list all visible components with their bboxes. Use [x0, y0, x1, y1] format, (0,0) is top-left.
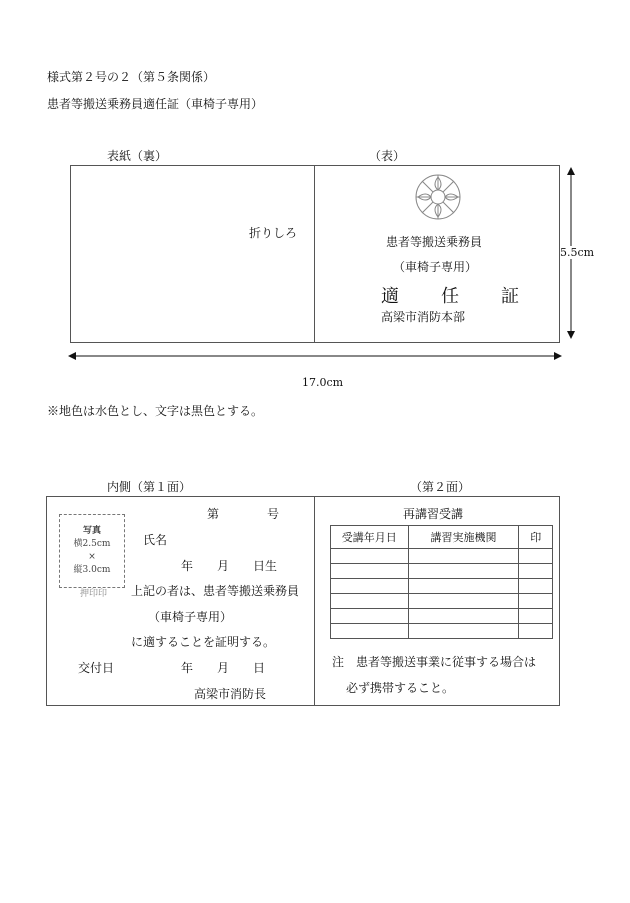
table-row [331, 624, 553, 639]
table-cell [519, 564, 553, 579]
issue-label: 交付日 [78, 661, 115, 675]
table-cell [519, 579, 553, 594]
side2-label: （第２面） [410, 480, 471, 494]
table-cell [331, 564, 409, 579]
note-line-1: 注 患者等搬送事業に従事する場合は [332, 655, 537, 669]
issue-date: 年 月 日 [181, 661, 266, 675]
table-row [331, 609, 553, 624]
name-label: 氏名 [143, 533, 168, 547]
stamp-text: 押印印 [80, 589, 108, 599]
back-cover-label: 表紙（裏） [107, 149, 168, 163]
col-date: 受講年月日 [331, 526, 409, 549]
table-cell [408, 549, 519, 564]
birth-line: 年 月 日生 [181, 559, 278, 573]
card-issuer: 高梁市消防本部 [381, 310, 466, 324]
outer-card [70, 165, 560, 343]
height-dimension-label: 5.5cm [560, 246, 595, 259]
table-row [331, 579, 553, 594]
table-cell [408, 609, 519, 624]
table-cell [331, 624, 409, 639]
table-cell [519, 594, 553, 609]
photo-box [59, 514, 125, 588]
col-seal: 印 [519, 526, 553, 549]
table-cell [519, 624, 553, 639]
note-line-2: 必ず携帯すること。 [346, 681, 455, 695]
inner-divider [314, 496, 315, 706]
card-title-2: （車椅子専用） [393, 260, 478, 274]
card-title-1: 患者等搬送乗務員 [386, 235, 483, 249]
body-line-2: （車椅子専用） [148, 610, 233, 624]
table-row [331, 594, 553, 609]
fold-label: 折りしろ [249, 226, 298, 240]
retrain-table [330, 525, 553, 639]
form-number: 様式第２号の２（第５条関係） [47, 70, 216, 84]
photo-title: 写真 [82, 526, 101, 536]
fold-divider [314, 165, 315, 343]
emblem-icon [412, 171, 464, 223]
photo-height: 縦3.0cm [73, 565, 111, 575]
table-cell [331, 549, 409, 564]
table-cell [519, 549, 553, 564]
table-cell [408, 624, 519, 639]
color-note: ※地色は水色とし、文字は黒色とする。 [47, 404, 264, 418]
table-cell [331, 609, 409, 624]
table-cell [408, 594, 519, 609]
table-cell [408, 564, 519, 579]
body-line-3: に適することを証明する。 [131, 635, 276, 649]
width-dimension-arrow [68, 351, 562, 361]
retrain-title: 再講習受講 [403, 507, 464, 521]
front-label: （表） [369, 149, 406, 163]
card-cert: 適 任 証 [381, 286, 521, 307]
table-cell [331, 594, 409, 609]
side1-label: 内側（第１面） [107, 480, 192, 494]
table-row [331, 549, 553, 564]
table-cell [519, 609, 553, 624]
width-dimension-label: 17.0cm [302, 376, 344, 389]
table-row [331, 564, 553, 579]
form-title: 患者等搬送乗務員適任証（車椅子専用） [47, 97, 264, 111]
issuer: 高梁市消防長 [194, 687, 267, 701]
photo-width: 横2.5cm [73, 539, 111, 549]
col-agency: 講習実施機関 [408, 526, 519, 549]
table-cell [408, 579, 519, 594]
body-line-1: 上記の者は、患者等搬送乗務員 [131, 584, 300, 598]
table-cell [331, 579, 409, 594]
photo-times: × [88, 552, 96, 562]
number-line: 第 号 [207, 507, 280, 521]
